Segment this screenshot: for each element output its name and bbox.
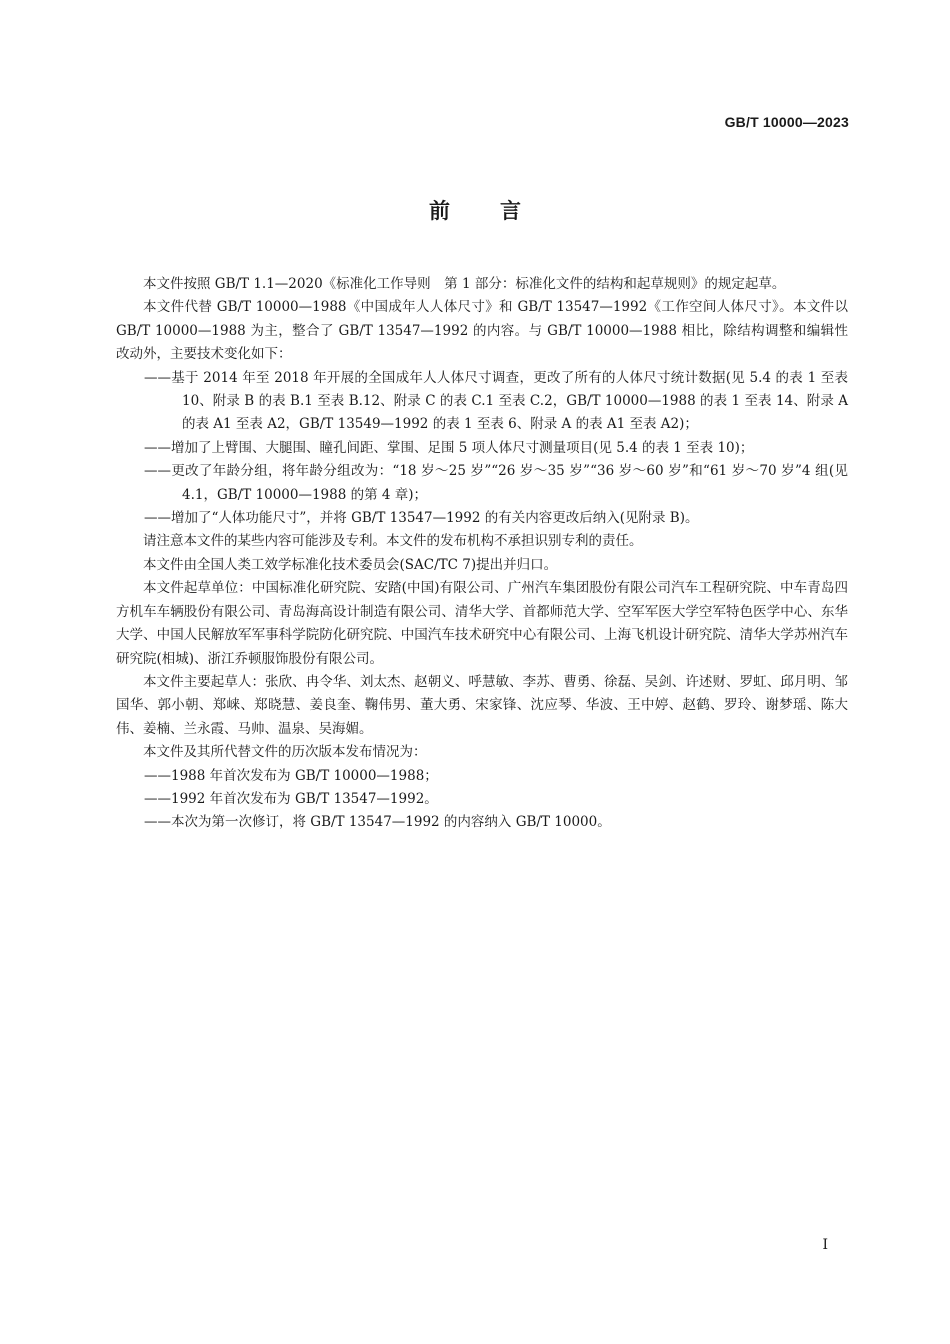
paragraph-drafters: 本文件主要起草人：张欣、冉令华、刘太杰、赵朝义、呼慧敏、李苏、曹勇、徐磊、吴剑、许述财、罗虹、邱月明、邹国华、郭小朝、郑崃、郑晓慧、姜良奎、鞠伟男、董大勇、宋家锋、沈应琴、华波、王中婷、赵鹤、罗玲、谢梦瑶、陈大伟、姜楠、兰永霞、马帅、温泉、吴海媚。: [116, 673, 848, 737]
paragraph-drafting-units: 本文件起草单位：中国标准化研究院、安踏(中国)有限公司、广州汽车集团股份有限公司汽车工程研究院、中车青岛四方机车车辆股份有限公司、青岛海高设计制造有限公司、清华大学、首都师范大学、空军军医大学空军特色医学中心、东华大学、中国人民解放军军事科学院防化研究院、中国汽车技术研究中心有限公司、上海飞机设计研究院、清华大学苏州汽车研究院(相城)、浙江乔顿服饰股份有限公司。: [116, 580, 848, 667]
list-item-change-age-groups: ——更改了年龄分组，将年龄分组改为：“18 岁～25 岁”“26 岁～35 岁”“36 岁～60 岁”和“61 岁～70 岁”4 组(见 4.1，GB/T 10000—1988 的第 4 章)；: [144, 463, 848, 503]
paragraph-patent-notice: 请注意本文件的某些内容可能涉及专利。本文件的发布机构不承担识别专利的责任。: [143, 533, 643, 550]
list-item-change-data: ——基于 2014 年至 2018 年开展的全国成年人人体尺寸调查，更改了所有的人体尺寸统计数据(见 5.4 的表 1 至表 10、附录 B 的表 B.1 至表 B.12、附录 C 的表 C.1 至表 C.2，GB/T 10000—1988 的表 1 至表 14、附录 A 的表 A1 至表 A2，GB/T 13549—1992 的表 1 至表 6、附录 A 的表 A1 至表 A2)；: [144, 369, 848, 433]
list-item-change-items: ——增加了上臂围、大腿围、瞳孔间距、掌围、足围 5 项人体尺寸测量项目(见 5.4 的表 1 至表 10)；: [144, 439, 754, 456]
page-number: I: [822, 1237, 828, 1253]
list-item-change-functional-dims: ——增加了“人体功能尺寸”，并将 GB/T 13547—1992 的有关内容更改后纳入(见附录 B)。: [144, 510, 699, 527]
paragraph-proposer: 本文件由全国人类工效学标准化技术委员会(SAC/TC 7)提出并归口。: [143, 556, 558, 573]
foreword-body: [116, 273, 848, 835]
list-item-history-1988: ——1988 年首次发布为 GB/T 10000—1988；: [144, 767, 438, 784]
paragraph-history-intro: 本文件及其所代替文件的历次版本发布情况为：: [143, 744, 427, 761]
page-title: 前言: [429, 199, 571, 223]
paragraph-drafting-rules: 本文件按照 GB/T 1.1—2020《标准化工作导则 第 1 部分：标准化文件的结构和起草规则》的规定起草。: [143, 276, 786, 292]
list-item-history-1992: ——1992 年首次发布为 GB/T 13547—1992。: [144, 790, 438, 807]
paragraph-replaces: 本文件代替 GB/T 10000—1988《中国成年人人体尺寸》和 GB/T 13547—1992《工作空间人体尺寸》。本文件以 GB/T 10000—1988 为主，整合了 GB/T 13547—1992 的内容。与 GB/T 10000—1988 相比，除结构调整和编辑性改动外，主要技术变化如下：: [116, 299, 848, 363]
standard-number: GB/T 10000—2023: [724, 114, 849, 130]
list-item-history-current: ——本次为第一次修订，将 GB/T 13547—1992 的内容纳入 GB/T 10000。: [144, 814, 611, 831]
